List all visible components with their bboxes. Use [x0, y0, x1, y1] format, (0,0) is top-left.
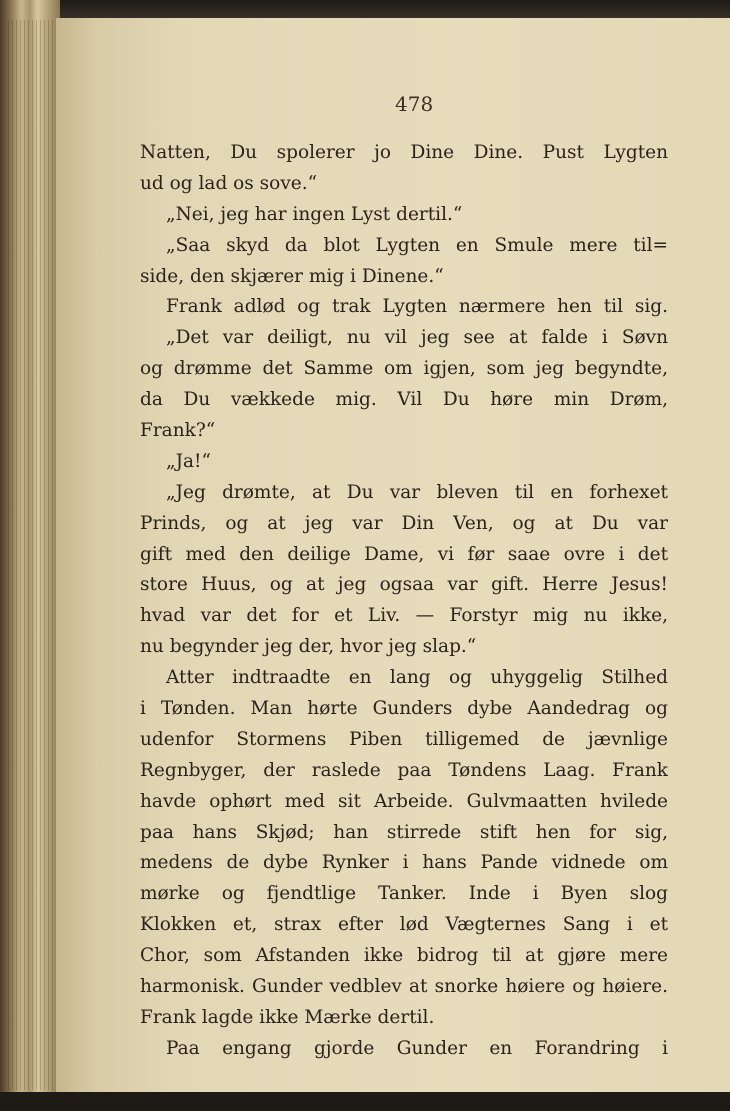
text-line: Regnbyger, der raslede paa Tøndens Laag. Frank: [140, 759, 668, 781]
page-text-body: [140, 138, 668, 1065]
text-line: i Tønden. Man hørte Gunders dybe Aandedrag og: [140, 698, 668, 720]
text-line: „Nei, jeg har ingen Lyst dertil.“: [166, 203, 463, 225]
text-line: store Huus, og at jeg ogsaa var gift. Herre Jesus!: [140, 574, 668, 596]
text-line: „Saa skyd da blot Lygten en Smule mere til=: [166, 234, 668, 256]
text-line: Paa engang gjorde Gunder en Forandring i: [166, 1037, 668, 1059]
bottom-shadow-edge: [0, 1092, 730, 1111]
book-spine-pages: [0, 0, 60, 1111]
text-line: da Du vækkede mig. Vil Du høre min Drøm,: [140, 389, 668, 411]
text-line: mørke og fjendtlige Tanker. Inde i Byen slog: [140, 883, 668, 905]
text-line: Atter indtraadte en lang og uhyggelig Stilhed: [166, 667, 668, 689]
text-line: ud og lad os sove.“: [140, 172, 318, 194]
text-line: gift med den deilige Dame, vi før saae ovre i det: [140, 543, 668, 565]
text-line: Frank lagde ikke Mærke dertil.: [140, 1006, 435, 1028]
text-line: Natten, Du spolerer jo Dine Dine. Pust Lygten: [140, 142, 668, 163]
text-line: Frank adlød og trak Lygten nærmere hen til sig.: [166, 296, 668, 318]
text-line: udenfor Stormens Piben tilligemed de jævnlige: [140, 728, 668, 750]
text-line: Prinds, og at jeg var Din Ven, og at Du var: [140, 512, 668, 534]
text-line: side, den skjærer mig i Dinene.“: [140, 265, 444, 287]
text-line: paa hans Skjød; han stirrede stift hen for sig,: [140, 821, 668, 843]
text-line: Klokken et, strax efter lød Vægternes Sang i et: [140, 914, 668, 936]
text-line: Frank?“: [140, 420, 216, 442]
top-shadow-edge: [0, 0, 730, 20]
text-line: nu begynder jeg der, hvor jeg slap.“: [140, 636, 477, 658]
page-edge-lines: [8, 20, 58, 1090]
text-line: hvad var det for et Liv. — Forstyr mig nu ikke,: [140, 605, 668, 627]
text-line: „Det var deiligt, nu vil jeg see at falde i Søvn: [166, 327, 668, 349]
text-line: harmonisk. Gunder vedblev at snorke høiere og høiere.: [140, 976, 668, 998]
text-line: havde ophørt med sit Arbeide. Gulvmaatten hvilede: [140, 790, 668, 812]
text-line: Chor, som Afstanden ikke bidrog til at gjøre mere: [140, 945, 668, 967]
text-line: „Ja!“: [166, 450, 211, 472]
text-line: „Jeg drømte, at Du var bleven til en forhexet: [166, 481, 668, 503]
text-line: medens de dybe Rynker i hans Pande vidnede om: [140, 852, 668, 874]
text-line: og drømme det Samme om igjen, som jeg begyndte,: [140, 358, 668, 380]
page-number: 478: [395, 92, 434, 116]
